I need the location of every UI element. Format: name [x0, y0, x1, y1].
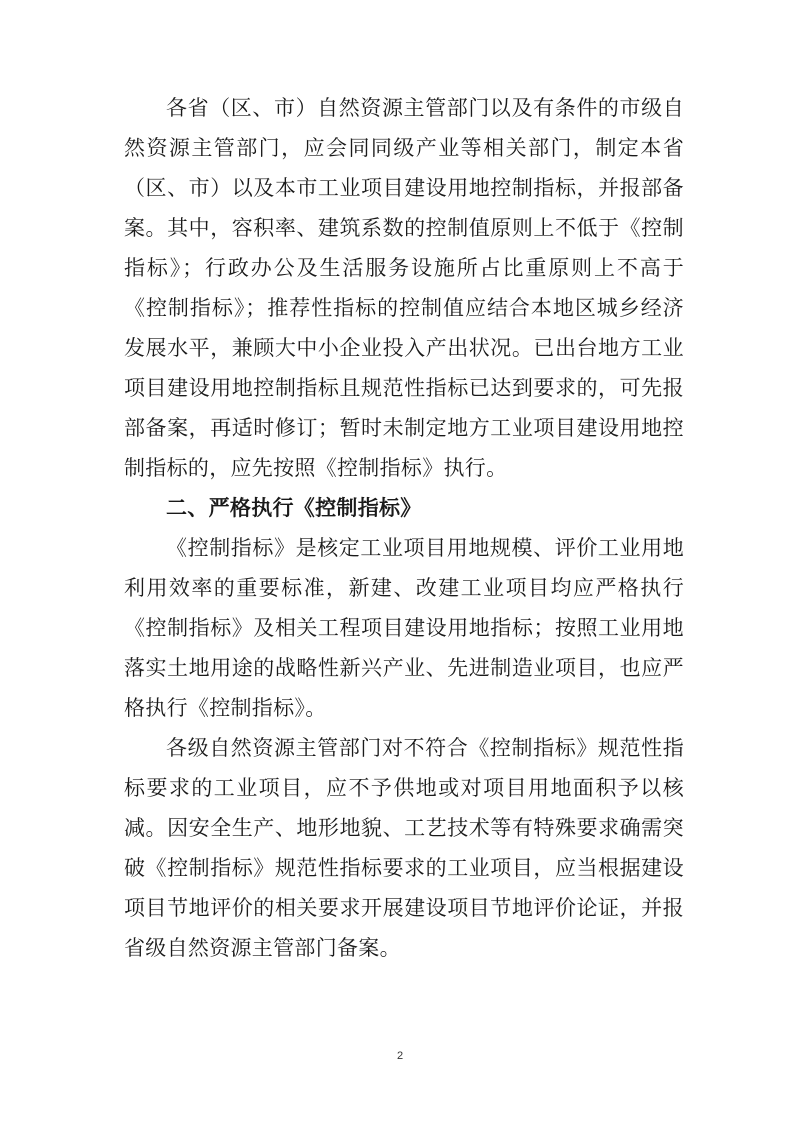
paragraph-control-standard: 《控制指标》是核定工业项目用地规模、评价工业用地利用效率的重要标准，新建、改建工业项目均应严格执行《控制指标》及相关工程项目建设用地指标；按照工业用地落实土地用途的战略性新兴产业、先进制造业项目，也应严格执行《控制指标》。 — [124, 536, 684, 720]
section-heading-strict-enforcement: 二、严格执行《控制指标》 — [166, 496, 422, 520]
page-number: 2 — [396, 1050, 404, 1062]
paragraph-land-supply-review: 各级自然资源主管部门对不符合《控制指标》规范性指标要求的工业项目，应不予供地或对项目用地面积予以核减。因安全生产、地形地貌、工艺技术等有特殊要求确需突破《控制指标》规范性指标要求的工业项目，应当根据建设项目节地评价的相关要求开展建设项目节地评价论证，并报省级自然资源主管部门备案。 — [124, 736, 684, 960]
paragraph-provincial-indicators: 各省（区、市）自然资源主管部门以及有条件的市级自然资源主管部门，应会同同级产业等相关部门，制定本省（区、市）以及本市工业项目建设用地控制指标，并报部备案。其中，容积率、建筑系数的控制值原则上不低于《控制指标》；行政办公及生活服务设施所占比重原则上不高于《控制指标》；推荐性指标的控制值应结合本地区城乡经济发展水平，兼顾大中小企业投入产出状况。已出台地方工业项目建设用地控制指标且规范性指标已达到要求的，可先报部备案，再适时修订；暂时未制定地方工业项目建设用地控制指标的，应先按照《控制指标》执行。 — [124, 96, 684, 480]
document-body — [124, 88, 684, 968]
